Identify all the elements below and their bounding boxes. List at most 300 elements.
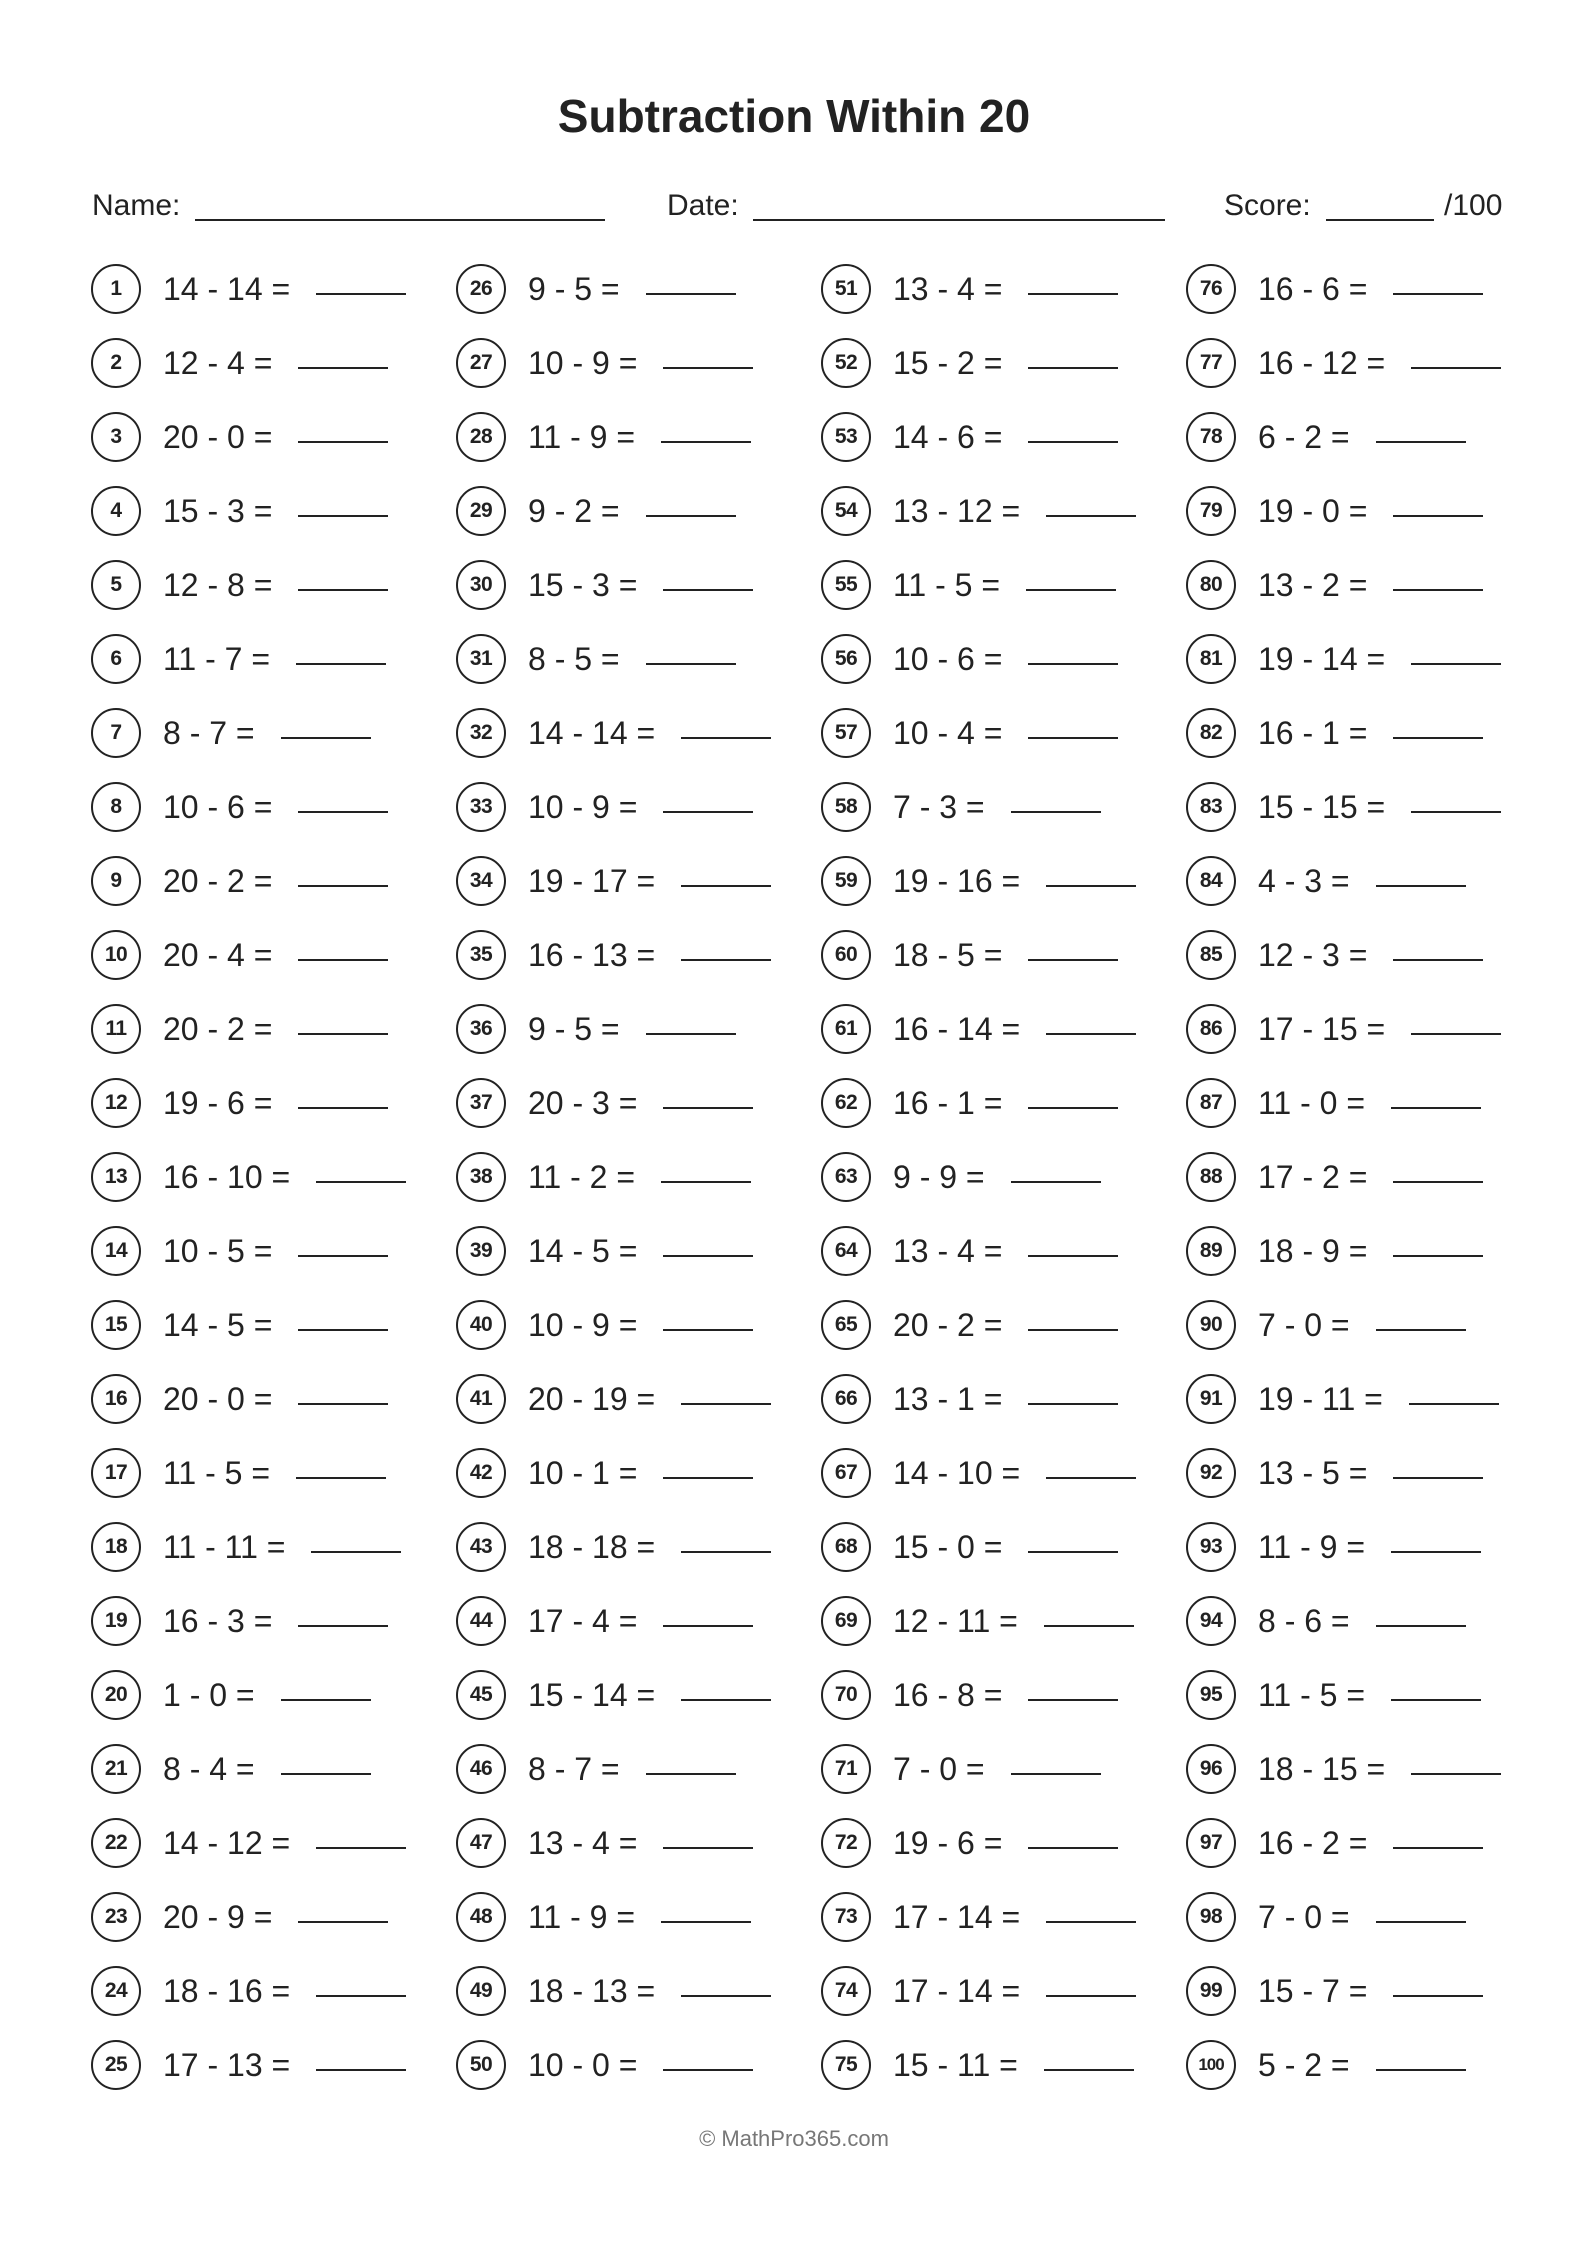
problem-expression-row: [893, 860, 1136, 902]
answer-blank[interactable]: [663, 811, 753, 813]
answer-blank[interactable]: [1411, 367, 1501, 369]
problem-item: [91, 930, 451, 986]
problem-expression: 18 - 13 =: [528, 1973, 656, 2009]
answer-blank[interactable]: [1376, 1625, 1466, 1627]
answer-blank[interactable]: [646, 663, 736, 665]
problem-expression: 7 - 0 =: [1258, 1307, 1350, 1343]
answer-blank[interactable]: [298, 959, 388, 961]
problem-number: 70: [821, 1670, 871, 1720]
score-total: /100: [1444, 189, 1503, 222]
problem-number: 84: [1186, 856, 1236, 906]
problem-number: 96: [1186, 1744, 1236, 1794]
problem-number: 40: [456, 1300, 506, 1350]
problem-expression-row: [893, 638, 1118, 680]
answer-blank[interactable]: [1028, 293, 1118, 295]
problem-number: 69: [821, 1596, 871, 1646]
score-label: Score:: [1224, 189, 1311, 222]
answer-blank[interactable]: [681, 885, 771, 887]
problem-item: [456, 708, 816, 764]
answer-blank[interactable]: [1046, 1477, 1136, 1479]
answer-blank[interactable]: [1028, 1255, 1118, 1257]
problem-expression-row: [528, 712, 771, 754]
problem-expression-row: [528, 1526, 771, 1568]
problem-expression: 15 - 2 =: [893, 345, 1003, 381]
problem-item: [821, 1892, 1181, 1948]
problem-item: [1186, 634, 1546, 690]
problem-expression-row: [528, 638, 736, 680]
answer-blank[interactable]: [663, 589, 753, 591]
answer-blank[interactable]: [1409, 1403, 1499, 1405]
problem-number: 66: [821, 1374, 871, 1424]
answer-blank[interactable]: [1026, 589, 1116, 591]
problem-item: [456, 1448, 816, 1504]
problem-number: 98: [1186, 1892, 1236, 1942]
problem-expression-row: [1258, 564, 1483, 606]
problem-expression: 15 - 11 =: [893, 2047, 1018, 2083]
answer-blank[interactable]: [1028, 1329, 1118, 1331]
problem-item: [1186, 1004, 1546, 1060]
problem-item: [456, 1374, 816, 1430]
problem-expression: 10 - 1 =: [528, 1455, 638, 1491]
answer-blank[interactable]: [646, 1033, 736, 1035]
answer-blank[interactable]: [646, 1773, 736, 1775]
answer-blank[interactable]: [646, 515, 736, 517]
problem-number: 77: [1186, 338, 1236, 388]
answer-blank[interactable]: [298, 811, 388, 813]
answer-blank[interactable]: [1028, 663, 1118, 665]
problem-expression: 11 - 11 =: [163, 1529, 286, 1565]
problem-number: 44: [456, 1596, 506, 1646]
problem-expression-row: [1258, 712, 1483, 754]
answer-blank[interactable]: [1028, 367, 1118, 369]
answer-blank[interactable]: [681, 1699, 771, 1701]
problem-number: 27: [456, 338, 506, 388]
problem-expression-row: [893, 1452, 1136, 1494]
problem-expression-row: [163, 490, 388, 532]
problem-expression: 8 - 5 =: [528, 641, 620, 677]
problem-expression: 11 - 0 =: [1258, 1085, 1366, 1121]
problem-item: [91, 856, 451, 912]
answer-blank[interactable]: [661, 1181, 751, 1183]
problem-expression: 6 - 2 =: [1258, 419, 1350, 455]
problem-number: 43: [456, 1522, 506, 1572]
problem-number: 35: [456, 930, 506, 980]
answer-blank[interactable]: [1376, 1329, 1466, 1331]
problem-expression-row: [1258, 1452, 1483, 1494]
problem-expression-row: [1258, 1378, 1499, 1420]
answer-blank[interactable]: [1393, 737, 1483, 739]
problem-expression-row: [1258, 268, 1483, 310]
problem-expression-row: [1258, 2044, 1466, 2086]
answer-blank[interactable]: [661, 441, 751, 443]
answer-blank[interactable]: [1376, 1921, 1466, 1923]
problem-expression-row: [163, 2044, 406, 2086]
date-label: Date:: [667, 189, 739, 222]
problem-number: 16: [91, 1374, 141, 1424]
answer-blank[interactable]: [1011, 811, 1101, 813]
problem-expression: 15 - 7 =: [1258, 1973, 1368, 2009]
answer-blank[interactable]: [1046, 1921, 1136, 1923]
answer-blank[interactable]: [1376, 885, 1466, 887]
problem-expression-row: [1258, 1970, 1483, 2012]
problem-number: 26: [456, 264, 506, 314]
answer-blank[interactable]: [1046, 1995, 1136, 1997]
problem-expression-row: [1258, 786, 1501, 828]
problem-expression-row: [893, 1156, 1101, 1198]
problem-number: 12: [91, 1078, 141, 1128]
problem-expression: 18 - 18 =: [528, 1529, 656, 1565]
problem-number: 83: [1186, 782, 1236, 832]
answer-blank[interactable]: [1028, 1551, 1118, 1553]
answer-blank[interactable]: [663, 1107, 753, 1109]
problem-item: [1186, 412, 1546, 468]
page-title: Subtraction Within 20: [557, 90, 1031, 142]
answer-blank[interactable]: [1391, 1699, 1481, 1701]
answer-blank[interactable]: [281, 737, 371, 739]
problem-number: 81: [1186, 634, 1236, 684]
problem-expression: 18 - 16 =: [163, 1973, 291, 2009]
problem-expression: 13 - 4 =: [528, 1825, 638, 1861]
problem-expression-row: [163, 1378, 388, 1420]
problem-item: [1186, 338, 1546, 394]
problem-item: [91, 2040, 451, 2096]
answer-blank[interactable]: [663, 1625, 753, 1627]
answer-blank[interactable]: [316, 293, 406, 295]
problem-expression: 14 - 6 =: [893, 419, 1003, 455]
problem-expression-row: [893, 1230, 1118, 1272]
problem-expression-row: [163, 786, 388, 828]
problem-expression-row: [528, 1082, 753, 1124]
problem-item: [821, 1596, 1181, 1652]
problem-number: 34: [456, 856, 506, 906]
problem-expression: 10 - 4 =: [893, 715, 1003, 751]
answer-blank[interactable]: [298, 1107, 388, 1109]
problem-item: [91, 1078, 451, 1134]
problem-item: [1186, 1374, 1546, 1430]
answer-blank[interactable]: [1411, 663, 1501, 665]
problem-item: [1186, 782, 1546, 838]
problem-item: [456, 338, 816, 394]
problem-expression-row: [893, 712, 1118, 754]
problem-item: [456, 856, 816, 912]
answer-blank[interactable]: [1393, 1181, 1483, 1183]
problem-expression-row: [893, 2044, 1134, 2086]
problem-expression-row: [528, 1970, 771, 2012]
answer-blank[interactable]: [1028, 959, 1118, 961]
answer-blank[interactable]: [646, 293, 736, 295]
answer-blank[interactable]: [1028, 1847, 1118, 1849]
problem-expression-row: [1258, 1008, 1501, 1050]
problem-expression-row: [163, 342, 388, 384]
problem-item: [1186, 1596, 1546, 1652]
answer-blank[interactable]: [661, 1921, 751, 1923]
problem-expression: 11 - 5 =: [1258, 1677, 1366, 1713]
problem-number: 76: [1186, 264, 1236, 314]
problem-number: 28: [456, 412, 506, 462]
problem-item: [456, 1522, 816, 1578]
problem-expression-row: [528, 1748, 736, 1790]
problem-item: [91, 1226, 451, 1282]
problem-expression-row: [1258, 1600, 1466, 1642]
problem-expression-row: [163, 1674, 371, 1716]
problem-expression-row: [1258, 1822, 1483, 1864]
answer-blank[interactable]: [316, 1995, 406, 1997]
problem-expression: 14 - 12 =: [163, 1825, 291, 1861]
problem-expression-row: [893, 564, 1116, 606]
answer-blank[interactable]: [298, 1329, 388, 1331]
problem-item: [456, 1670, 816, 1726]
problem-expression: 11 - 9 =: [1258, 1529, 1366, 1565]
answer-blank[interactable]: [1411, 1773, 1501, 1775]
answer-blank[interactable]: [663, 2069, 753, 2071]
problem-item: [1186, 708, 1546, 764]
problem-expression: 13 - 12 =: [893, 493, 1021, 529]
problem-expression: 17 - 4 =: [528, 1603, 638, 1639]
problem-number: 50: [456, 2040, 506, 2090]
problem-item: [821, 264, 1181, 320]
problem-number: 11: [91, 1004, 141, 1054]
problem-expression-row: [893, 490, 1136, 532]
answer-blank[interactable]: [681, 1995, 771, 1997]
problem-expression: 11 - 9 =: [528, 419, 636, 455]
answer-blank[interactable]: [316, 1847, 406, 1849]
answer-blank[interactable]: [281, 1773, 371, 1775]
problem-expression-row: [893, 1378, 1118, 1420]
problem-expression-row: [893, 934, 1118, 976]
answer-blank[interactable]: [1391, 1551, 1481, 1553]
answer-blank[interactable]: [1046, 515, 1136, 517]
problem-expression-row: [528, 1304, 753, 1346]
problem-expression-row: [528, 1822, 753, 1864]
problem-item: [91, 1448, 451, 1504]
problem-item: [1186, 1522, 1546, 1578]
answer-blank[interactable]: [298, 589, 388, 591]
problem-expression-row: [1258, 1304, 1466, 1346]
problem-item: [91, 412, 451, 468]
problem-expression: 15 - 3 =: [163, 493, 273, 529]
problem-number: 71: [821, 1744, 871, 1794]
answer-blank[interactable]: [1411, 811, 1501, 813]
problem-expression: 12 - 11 =: [893, 1603, 1018, 1639]
problem-expression: 17 - 14 =: [893, 1973, 1021, 2009]
problem-number: 32: [456, 708, 506, 758]
answer-blank[interactable]: [298, 1921, 388, 1923]
answer-blank[interactable]: [1028, 441, 1118, 443]
problem-number: 1: [91, 264, 141, 314]
answer-blank[interactable]: [663, 1255, 753, 1257]
problem-expression: 20 - 19 =: [528, 1381, 656, 1417]
problem-item: [456, 1892, 816, 1948]
answer-blank[interactable]: [1376, 2069, 1466, 2071]
problem-expression: 16 - 1 =: [893, 1085, 1003, 1121]
answer-blank[interactable]: [298, 1033, 388, 1035]
answer-blank[interactable]: [1376, 441, 1466, 443]
answer-blank[interactable]: [1028, 737, 1118, 739]
answer-blank[interactable]: [1046, 1033, 1136, 1035]
answer-blank[interactable]: [1393, 1255, 1483, 1257]
problem-number: 42: [456, 1448, 506, 1498]
problem-expression: 16 - 10 =: [163, 1159, 291, 1195]
answer-blank[interactable]: [681, 1403, 771, 1405]
answer-blank[interactable]: [663, 1847, 753, 1849]
problem-item: [91, 634, 451, 690]
problem-expression-row: [893, 786, 1101, 828]
problem-expression-row: [893, 1674, 1118, 1716]
problem-expression: 19 - 14 =: [1258, 641, 1386, 677]
answer-blank[interactable]: [1393, 293, 1483, 295]
problem-number: 31: [456, 634, 506, 684]
problem-item: [1186, 1226, 1546, 1282]
answer-blank[interactable]: [663, 367, 753, 369]
problem-number: 59: [821, 856, 871, 906]
problem-item: [456, 1596, 816, 1652]
problem-number: 99: [1186, 1966, 1236, 2016]
problem-number: 2: [91, 338, 141, 388]
problem-item: [91, 708, 451, 764]
problem-number: 29: [456, 486, 506, 536]
problem-item: [1186, 264, 1546, 320]
answer-blank[interactable]: [298, 515, 388, 517]
problem-number: 86: [1186, 1004, 1236, 1054]
answer-blank[interactable]: [298, 885, 388, 887]
problem-expression: 11 - 2 =: [528, 1159, 636, 1195]
answer-blank[interactable]: [298, 1255, 388, 1257]
problem-expression-row: [1258, 934, 1483, 976]
problem-expression-row: [528, 786, 753, 828]
answer-blank[interactable]: [1044, 2069, 1134, 2071]
answer-blank[interactable]: [1046, 885, 1136, 887]
problem-number: 30: [456, 560, 506, 610]
answer-blank[interactable]: [298, 441, 388, 443]
problem-number: 79: [1186, 486, 1236, 536]
problem-expression: 17 - 2 =: [1258, 1159, 1368, 1195]
problem-expression: 11 - 5 =: [893, 567, 1001, 603]
problem-number: 58: [821, 782, 871, 832]
problem-item: [456, 1744, 816, 1800]
problem-expression: 19 - 16 =: [893, 863, 1021, 899]
answer-blank[interactable]: [1393, 1477, 1483, 1479]
problem-item: [1186, 1670, 1546, 1726]
problem-expression-row: [528, 1600, 753, 1642]
problem-number: 88: [1186, 1152, 1236, 1202]
problem-expression: 20 - 2 =: [893, 1307, 1003, 1343]
problem-expression-row: [163, 1008, 388, 1050]
problem-number: 4: [91, 486, 141, 536]
problem-expression: 20 - 3 =: [528, 1085, 638, 1121]
problem-expression-row: [163, 860, 388, 902]
name-label: Name:: [92, 189, 181, 222]
problem-number: 80: [1186, 560, 1236, 610]
problem-number: 9: [91, 856, 141, 906]
answer-blank[interactable]: [663, 1329, 753, 1331]
answer-blank[interactable]: [281, 1699, 371, 1701]
answer-blank[interactable]: [1391, 1107, 1481, 1109]
problem-expression: 19 - 6 =: [163, 1085, 273, 1121]
answer-blank[interactable]: [681, 959, 771, 961]
problem-number: 14: [91, 1226, 141, 1276]
problem-item: [821, 1004, 1181, 1060]
answer-blank[interactable]: [316, 2069, 406, 2071]
answer-blank[interactable]: [296, 1477, 386, 1479]
answer-blank[interactable]: [1393, 1995, 1483, 1997]
problem-expression-row: [893, 1822, 1118, 1864]
problem-expression-row: [163, 1822, 406, 1864]
answer-blank[interactable]: [1011, 1181, 1101, 1183]
problem-expression: 13 - 1 =: [893, 1381, 1003, 1417]
answer-blank[interactable]: [663, 1477, 753, 1479]
problem-expression: 18 - 5 =: [893, 937, 1003, 973]
answer-blank[interactable]: [1411, 1033, 1501, 1035]
answer-blank[interactable]: [1011, 1773, 1101, 1775]
problem-expression-row: [163, 1600, 388, 1642]
answer-blank[interactable]: [1028, 1107, 1118, 1109]
answer-blank[interactable]: [1044, 1625, 1134, 1627]
problem-item: [91, 264, 451, 320]
problem-item: [456, 560, 816, 616]
problem-expression-row: [893, 268, 1118, 310]
problem-number: 94: [1186, 1596, 1236, 1646]
problem-number: 17: [91, 1448, 141, 1498]
answer-blank[interactable]: [1393, 515, 1483, 517]
problem-expression-row: [163, 1082, 388, 1124]
problem-number: 62: [821, 1078, 871, 1128]
answer-blank[interactable]: [1393, 589, 1483, 591]
answer-blank[interactable]: [1393, 959, 1483, 961]
problem-expression: 16 - 12 =: [1258, 345, 1386, 381]
problem-item: [456, 930, 816, 986]
answer-blank[interactable]: [1028, 1699, 1118, 1701]
problem-item: [91, 1374, 451, 1430]
answer-blank[interactable]: [298, 1625, 388, 1627]
problem-item: [821, 708, 1181, 764]
problem-item: [91, 1004, 451, 1060]
problem-expression: 13 - 4 =: [893, 271, 1003, 307]
problem-number: 75: [821, 2040, 871, 2090]
answer-blank[interactable]: [316, 1181, 406, 1183]
answer-blank[interactable]: [311, 1551, 401, 1553]
problem-number: 54: [821, 486, 871, 536]
problem-item: [821, 412, 1181, 468]
problem-item: [91, 1670, 451, 1726]
problem-number: 63: [821, 1152, 871, 1202]
problem-expression: 16 - 6 =: [1258, 271, 1368, 307]
problem-expression: 14 - 5 =: [163, 1307, 273, 1343]
problem-expression-row: [1258, 1674, 1481, 1716]
problem-expression: 15 - 0 =: [893, 1529, 1003, 1565]
problem-expression: 1 - 0 =: [163, 1677, 255, 1713]
answer-blank[interactable]: [296, 663, 386, 665]
problem-expression: 18 - 9 =: [1258, 1233, 1368, 1269]
problem-expression-row: [528, 1156, 751, 1198]
answer-blank[interactable]: [681, 1551, 771, 1553]
problem-item: [456, 782, 816, 838]
problem-expression-row: [163, 1230, 388, 1272]
answer-blank[interactable]: [1028, 1403, 1118, 1405]
problem-item: [91, 338, 451, 394]
problem-number: 51: [821, 264, 871, 314]
problem-item: [821, 634, 1181, 690]
problem-expression-row: [1258, 1896, 1466, 1938]
problem-number: 65: [821, 1300, 871, 1350]
problem-expression: 15 - 14 =: [528, 1677, 656, 1713]
answer-blank[interactable]: [681, 737, 771, 739]
answer-blank[interactable]: [1393, 1847, 1483, 1849]
answer-blank[interactable]: [298, 367, 388, 369]
problem-expression: 20 - 0 =: [163, 1381, 273, 1417]
answer-blank[interactable]: [298, 1403, 388, 1405]
problem-number: 52: [821, 338, 871, 388]
problem-item: [456, 1300, 816, 1356]
